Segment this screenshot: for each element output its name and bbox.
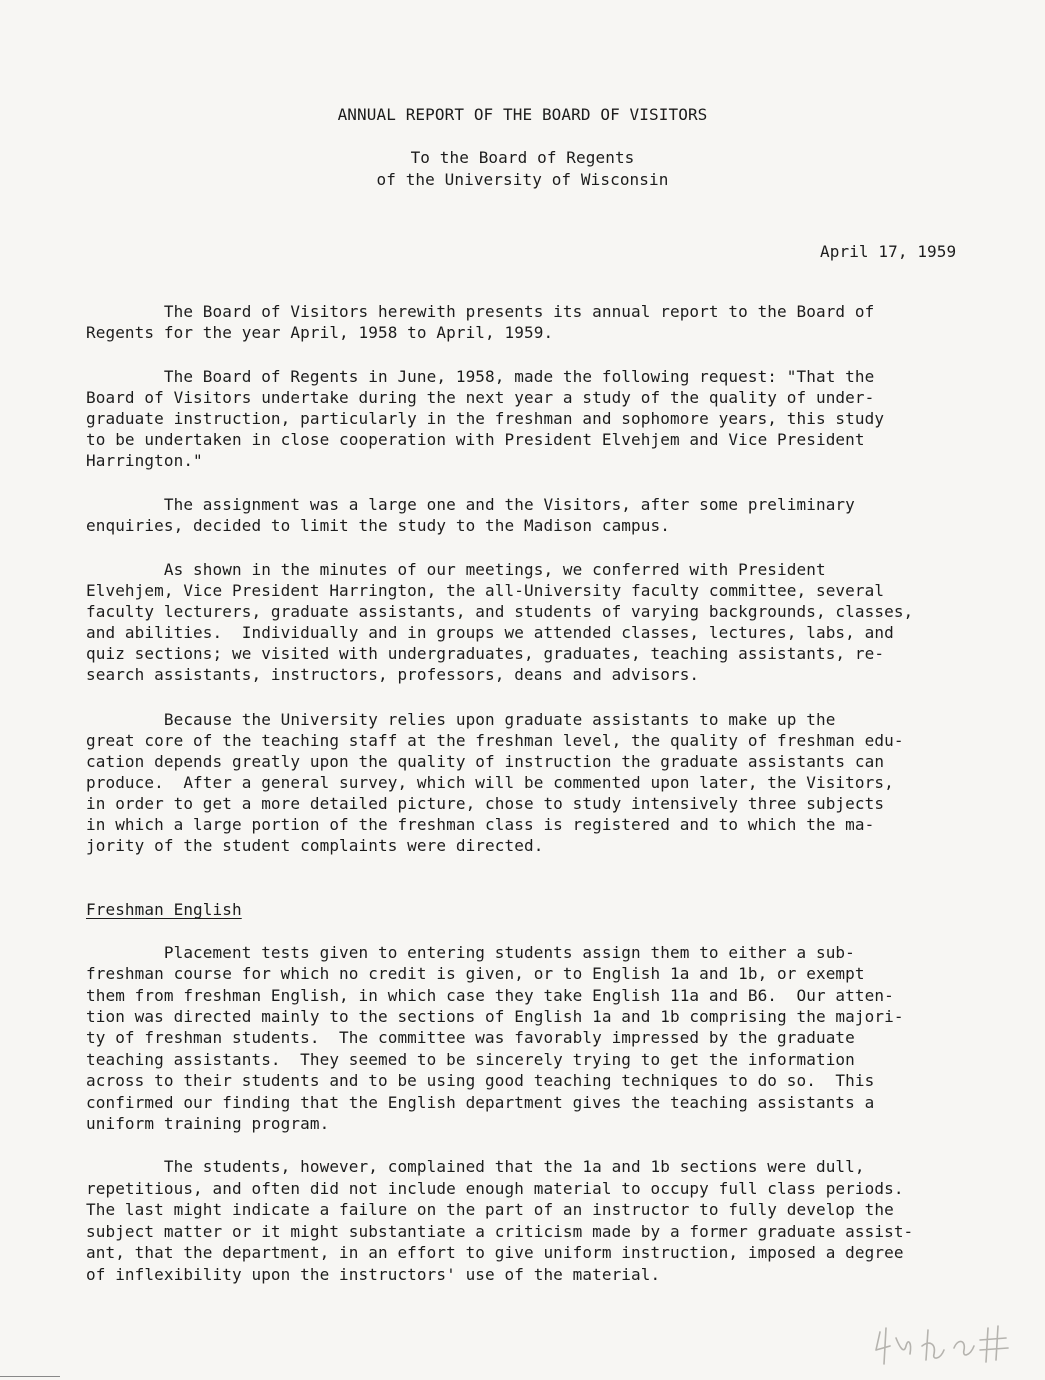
page-edge-mark [0, 1376, 60, 1377]
text-line: subject matter or it might substantiate a criticism made by a former graduate assist- [86, 1222, 914, 1241]
text-line: to be undertaken in close cooperation with President Elvehjem and Vice President [86, 430, 865, 449]
text-line: teaching assistants. They seemed to be sincerely trying to get the information [86, 1050, 855, 1069]
text-line: tion was directed mainly to the sections of English 1a and 1b comprising the majori- [86, 1007, 904, 1026]
text-line: Board of Visitors undertake during the next year a study of the quality of under- [86, 388, 875, 407]
text-line: across to their students and to be using good teaching techniques to do so. This [86, 1071, 875, 1090]
text-line: of inflexibility upon the instructors' use of the material. [86, 1265, 661, 1284]
text-line: graduate instruction, particularly in the freshman and sophomore years, this study [86, 409, 885, 428]
text-line: ty of freshman students. The committee was favorably impressed by the graduate [86, 1028, 855, 1047]
text-line: repetitious, and often did not include enough material to occupy full class periods. [86, 1179, 904, 1198]
text-line: The assignment was a large one and the Visitors, after some preliminary [86, 495, 855, 514]
text-line: them from freshman English, in which case they take English 11a and B6. Our atten- [86, 986, 894, 1005]
text-line: great core of the teaching staff at the freshman level, the quality of freshman edu- [86, 731, 904, 750]
text-line: produce. After a general survey, which will be commented upon later, the Visitors, [86, 773, 894, 792]
text-line: quiz sections; we visited with undergraduates, graduates, teaching assistants, re- [86, 644, 885, 663]
text-line: Placement tests given to entering students assign them to either a sub- [86, 943, 855, 962]
addressee-line-1: To the Board of Regents [410, 148, 635, 167]
report-date: April 17, 1959 [820, 242, 957, 261]
text-line: Harrington." [86, 451, 203, 470]
text-line: Regents for the year April, 1958 to April, 1959. [86, 323, 554, 342]
text-line: and abilities. Individually and in groups we attended classes, lectures, labs, and [86, 623, 894, 642]
text-line: confirmed our finding that the English department gives the teaching assistants a [86, 1093, 875, 1112]
addressee-line-2: of the University of Wisconsin [376, 170, 669, 189]
text-line: freshman course for which no credit is given, or to English 1a and 1b, or exempt [86, 964, 865, 983]
handwritten-annotation [870, 1320, 1030, 1372]
text-line: uniform training program. [86, 1114, 330, 1133]
text-line: The Board of Visitors herewith presents its annual report to the Board of [86, 302, 875, 321]
text-line: cation depends greatly upon the quality of instruction the graduate assistants can [86, 752, 885, 771]
text-line: Because the University relies upon graduate assistants to make up the [86, 710, 836, 729]
text-line: ant, that the department, in an effort to give uniform instruction, imposed a degree [86, 1243, 904, 1262]
text-line: jority of the student complaints were directed. [86, 836, 544, 855]
text-line: in which a large portion of the freshman class is registered and to which the ma- [86, 815, 875, 834]
text-line: The students, however, complained that the 1a and 1b sections were dull, [86, 1157, 865, 1176]
text-line: Elvehjem, Vice President Harrington, the all-University faculty committee, several [86, 581, 885, 600]
text-line: The last might indicate a failure on the part of an instructor to fully develop the [86, 1200, 894, 1219]
section-heading: Freshman English [86, 900, 242, 919]
text-line: enquiries, decided to limit the study to the Madison campus. [86, 516, 670, 535]
text-line: search assistants, instructors, professors, deans and advisors. [86, 665, 700, 684]
report-title: ANNUAL REPORT OF THE BOARD OF VISITORS [337, 105, 708, 124]
text-line: As shown in the minutes of our meetings, we conferred with President [86, 560, 826, 579]
text-line: faculty lecturers, graduate assistants, and students of varying backgrounds, classes, [86, 602, 914, 621]
text-line: in order to get a more detailed picture, chose to study intensively three subjects [86, 794, 885, 813]
text-line: The Board of Regents in June, 1958, made the following request: "That the [86, 367, 875, 386]
